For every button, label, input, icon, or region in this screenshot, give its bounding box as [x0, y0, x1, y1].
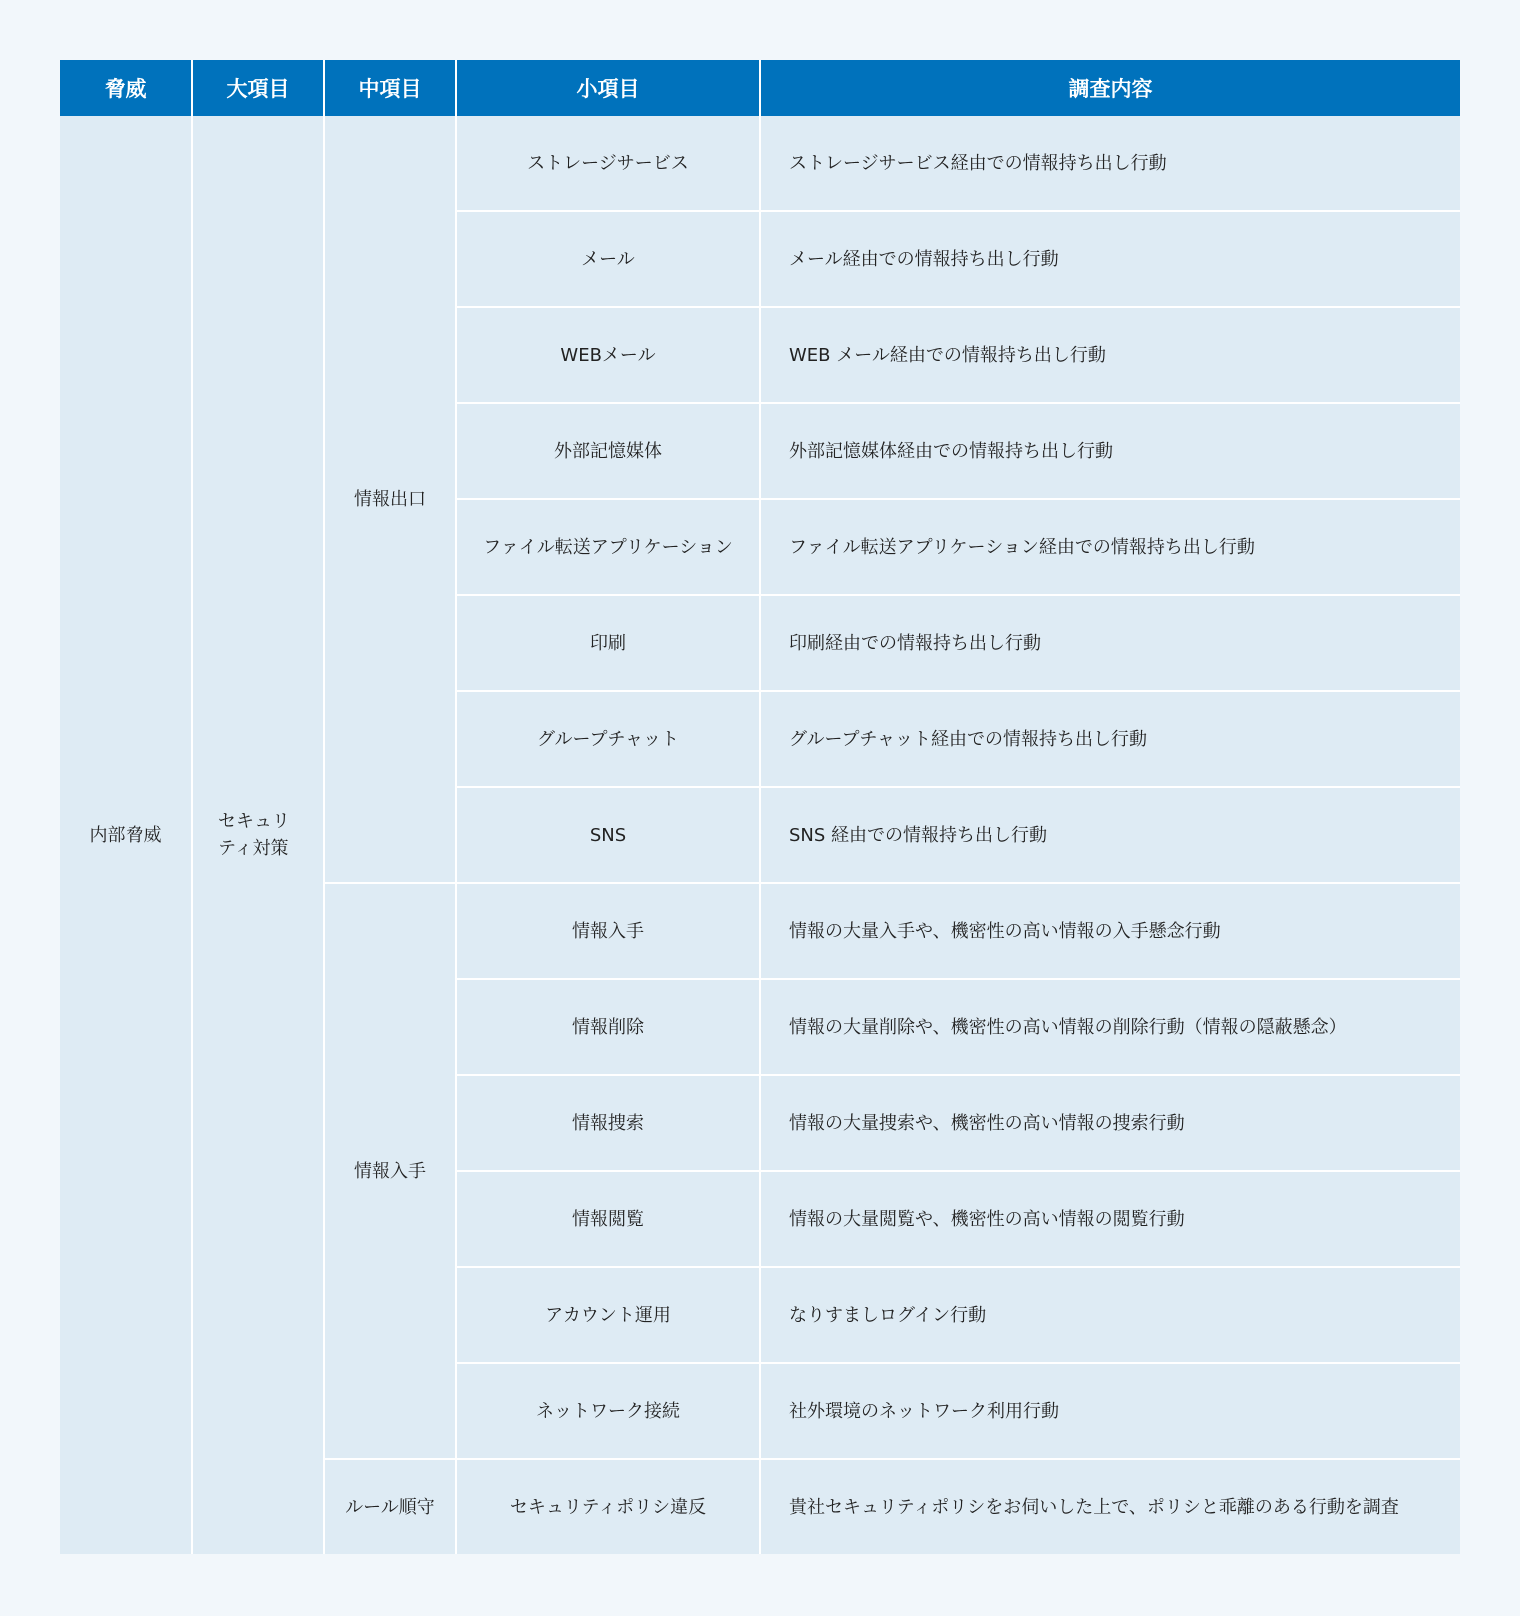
content-cell: SNS 経由での情報持ち出し行動: [760, 787, 1460, 883]
minor-cell: 外部記憶媒体: [456, 403, 760, 499]
major-label: セキュリティ対策: [218, 811, 290, 859]
content-cell: ストレージサービス経由での情報持ち出し行動: [760, 116, 1460, 211]
content-cell: 社外環境のネットワーク利用行動: [760, 1363, 1460, 1459]
header-major: 大項目: [192, 60, 324, 116]
content-cell: 印刷経由での情報持ち出し行動: [760, 595, 1460, 691]
minor-cell: ネットワーク接続: [456, 1363, 760, 1459]
minor-cell: 情報入手: [456, 883, 760, 979]
header-content: 調査内容: [760, 60, 1460, 116]
minor-cell: アカウント運用: [456, 1267, 760, 1363]
minor-cell: 情報閲覧: [456, 1171, 760, 1267]
minor-cell: メール: [456, 211, 760, 307]
content-cell: グループチャット経由での情報持ち出し行動: [760, 691, 1460, 787]
header-threat: 脅威: [60, 60, 192, 116]
content-cell: ファイル転送アプリケーション経由での情報持ち出し行動: [760, 499, 1460, 595]
threat-table: [60, 60, 1460, 1554]
content-cell: 外部記憶媒体経由での情報持ち出し行動: [760, 403, 1460, 499]
middle-cell-rules: ルール順守: [324, 1459, 456, 1554]
minor-cell: セキュリティポリシ違反: [456, 1459, 760, 1554]
threat-cell: 内部脅威: [60, 116, 192, 1554]
minor-cell: 情報捜索: [456, 1075, 760, 1171]
minor-cell: WEBメール: [456, 307, 760, 403]
content-cell: 情報の大量捜索や、機密性の高い情報の捜索行動: [760, 1075, 1460, 1171]
minor-cell: 情報削除: [456, 979, 760, 1075]
content-cell: 貴社セキュリティポリシをお伺いした上で、ポリシと乖離のある行動を調査: [760, 1459, 1460, 1554]
table-row: [60, 116, 1460, 211]
header-row: [60, 60, 1460, 116]
header-minor: 小項目: [456, 60, 760, 116]
content-cell: なりすましログイン行動: [760, 1267, 1460, 1363]
minor-cell: SNS: [456, 787, 760, 883]
content-cell: 情報の大量閲覧や、機密性の高い情報の閲覧行動: [760, 1171, 1460, 1267]
major-cell: [192, 116, 324, 1554]
header-middle: 中項目: [324, 60, 456, 116]
content-cell: 情報の大量削除や、機密性の高い情報の削除行動（情報の隠蔽懸念）: [760, 979, 1460, 1075]
minor-cell: ファイル転送アプリケーション: [456, 499, 760, 595]
content-cell: メール経由での情報持ち出し行動: [760, 211, 1460, 307]
middle-cell-exit: 情報出口: [324, 116, 456, 883]
minor-cell: 印刷: [456, 595, 760, 691]
table-container: [60, 60, 1460, 1554]
content-cell: 情報の大量入手や、機密性の高い情報の入手懸念行動: [760, 883, 1460, 979]
minor-cell: ストレージサービス: [456, 116, 760, 211]
middle-cell-acquire: 情報入手: [324, 883, 456, 1459]
content-cell: WEB メール経由での情報持ち出し行動: [760, 307, 1460, 403]
minor-cell: グループチャット: [456, 691, 760, 787]
